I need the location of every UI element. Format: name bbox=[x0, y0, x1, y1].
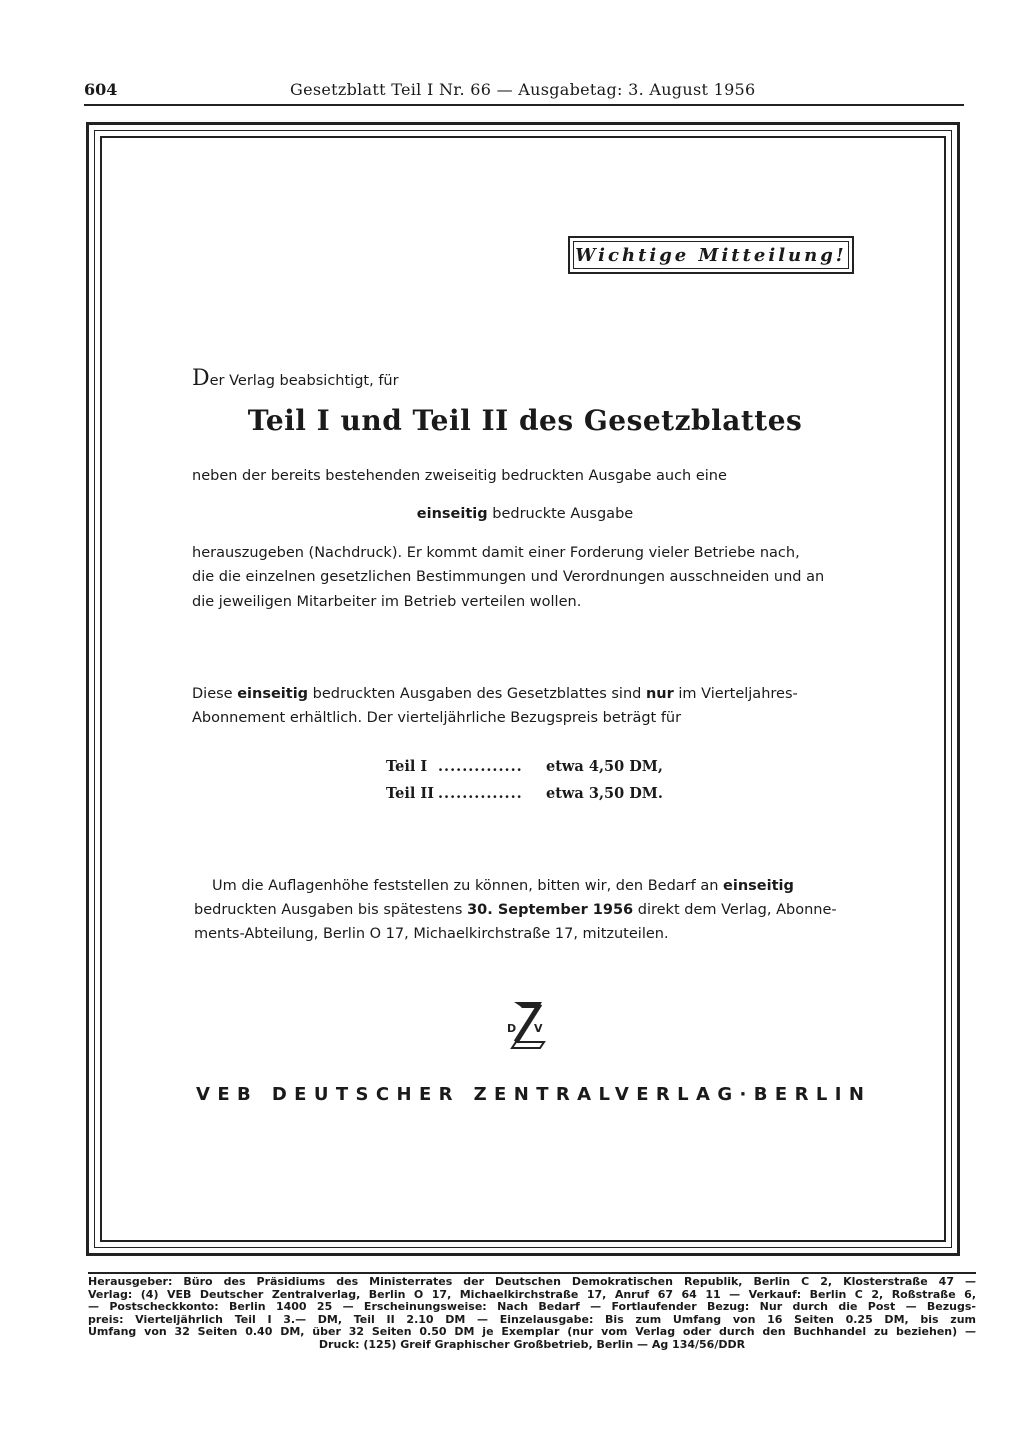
para1-line1: neben der bereits bestehenden zweiseitig bedruckten Ausgabe auch eine bbox=[192, 468, 727, 484]
para1-center-line bbox=[120, 506, 930, 522]
para3-text-b: bedruckten Ausgaben des Gesetzblattes sind bbox=[308, 686, 646, 702]
price-row bbox=[386, 758, 663, 775]
intro-text: er Verlag beabsichtigt, für bbox=[209, 373, 399, 389]
para3-bold2: nur bbox=[645, 686, 674, 702]
veb-zentralverlag-logo-icon bbox=[504, 998, 550, 1052]
para2-line1: herauszugeben (Nachdruck). Er kommt damit einer Forderung vieler Betriebe nach, bbox=[192, 545, 800, 561]
para1-bold-word: einseitig bbox=[416, 506, 488, 522]
para3-text-a: Diese bbox=[192, 686, 238, 702]
para2-line3: die jeweiligen Mitarbeiter im Betrieb verteilen wollen. bbox=[192, 594, 582, 610]
imprint-line: — Postscheckkonto: Berlin 1400 25 — Erscheinungsweise: Nach Bedarf — Fortlaufender Bezug: Nur durch die Post — Bezugs- bbox=[88, 1300, 976, 1313]
price-row bbox=[386, 785, 663, 802]
price-label: Teil II bbox=[386, 785, 434, 802]
header-title: Gesetzblatt Teil I Nr. 66 — Ausgabetag: 3. August 1956 bbox=[290, 80, 756, 99]
footer-rule bbox=[88, 1272, 976, 1274]
imprint-line: preis: Vierteljährlich Teil I 3.— DM, Teil II 2.10 DM — Einzelausgabe: Bis zum Umfang von 16 Seiten 0.25 DM, bis zum bbox=[88, 1312, 976, 1326]
para3-line2: Abonnement erhältlich. Der vierteljährliche Bezugspreis beträgt für bbox=[192, 710, 682, 726]
page-header bbox=[84, 78, 964, 106]
intro-line bbox=[192, 366, 399, 394]
para2-line2: die die einzelnen gesetzlichen Bestimmungen und Verordnungen ausschneiden und an bbox=[192, 569, 825, 585]
imprint-line: Druck: (125) Greif Graphischer Großbetrieb, Berlin — Ag 134/56/DDR bbox=[318, 1337, 746, 1351]
svg-text:V: V bbox=[534, 1022, 543, 1035]
price-label: Teil I bbox=[386, 758, 428, 775]
para4-text-b: bedruckten Ausgaben bis spätestens bbox=[194, 902, 468, 918]
para4-line1 bbox=[212, 878, 794, 894]
para4-line2 bbox=[194, 902, 837, 918]
svg-text:D: D bbox=[507, 1022, 517, 1035]
para4-text-a: Um die Auflagenhöhe feststellen zu können, bitten wir, den Bedarf an bbox=[212, 878, 724, 894]
notice-box-label: Wichtige Mitteilung! bbox=[568, 236, 854, 274]
imprint bbox=[88, 1276, 976, 1351]
price-value: etwa 4,50 DM, bbox=[546, 758, 663, 775]
para1-center-text: bedruckte Ausgabe bbox=[487, 506, 634, 522]
page-number: 604 bbox=[84, 80, 118, 99]
para4-bold1: einseitig bbox=[723, 878, 794, 894]
intro-dropcap: D bbox=[192, 366, 210, 391]
para4-text-c: direkt dem Verlag, Abonne- bbox=[633, 902, 837, 918]
price-dots: .............. bbox=[438, 785, 523, 802]
imprint-line: Umfang von 32 Seiten 0.40 DM, über 32 Seiten 0.50 DM je Exemplar (nur vom Verlag oder durch den Buchhandel zu beziehen) — bbox=[88, 1325, 976, 1338]
para4-bold2: 30. September 1956 bbox=[467, 902, 634, 918]
price-value: etwa 3,50 DM. bbox=[546, 785, 663, 802]
imprint-line: Herausgeber: Büro des Präsidiums des Ministerrates der Deutschen Demokratischen Republik, Berlin C 2, Klosterstraße 47 — bbox=[88, 1275, 976, 1288]
para3-bold1: einseitig bbox=[237, 686, 309, 702]
para3-text-c: im Vierteljahres- bbox=[673, 686, 798, 702]
imprint-line: Verlag: (4) VEB Deutscher Zentralverlag, Berlin O 17, Michaelkirchstraße 17, Anruf 67 64 11 — Verkauf: Berlin C 2, Roßstraße 6, bbox=[88, 1287, 976, 1301]
publisher-name: VEB DEUTSCHER ZENTRALVERLAG·BERLIN bbox=[196, 1084, 872, 1105]
para4-line3: ments-Abteilung, Berlin O 17, Michaelkirchstraße 17, mitzuteilen. bbox=[194, 926, 669, 942]
para3-line1 bbox=[192, 686, 798, 702]
headline: Teil I und Teil II des Gesetzblattes bbox=[247, 404, 803, 437]
price-dots: .............. bbox=[438, 758, 523, 775]
